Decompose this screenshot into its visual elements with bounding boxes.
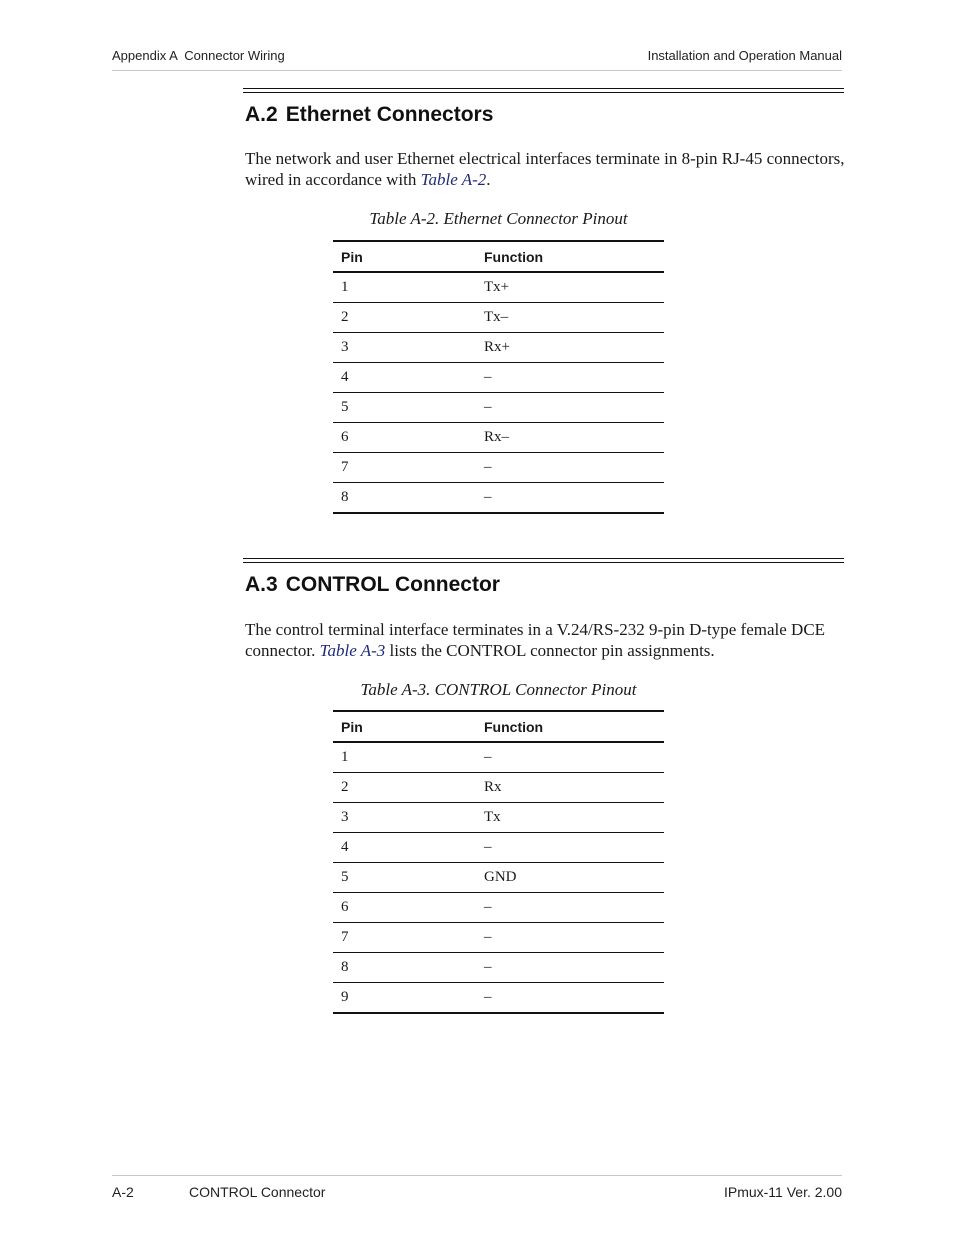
paragraph-text: The network and user Ethernet electrical interfaces terminate in 8-pin RJ-45 connectors, wired in accordance with	[245, 149, 845, 189]
pin-cell: 5	[333, 863, 476, 893]
function-cell: –	[476, 742, 664, 773]
function-cell: –	[476, 453, 664, 483]
pin-cell: 2	[333, 303, 476, 333]
section-a2-paragraph	[245, 148, 845, 190]
control-pinout-table	[333, 710, 664, 1014]
table-a2-link[interactable]: Table A-2	[420, 170, 487, 189]
header-chapter: Appendix A Connector Wiring	[112, 48, 285, 63]
table-row	[333, 483, 664, 514]
table-row	[333, 742, 664, 773]
table-row	[333, 983, 664, 1014]
pin-cell: 3	[333, 333, 476, 363]
table-header-row	[333, 711, 664, 742]
table-row	[333, 333, 664, 363]
function-cell: GND	[476, 863, 664, 893]
column-header-pin: Pin	[333, 241, 476, 272]
column-header-function: Function	[476, 711, 664, 742]
section-a3-paragraph	[245, 619, 845, 661]
pin-cell: 3	[333, 803, 476, 833]
table-row	[333, 453, 664, 483]
pin-cell: 7	[333, 453, 476, 483]
pin-cell: 5	[333, 393, 476, 423]
function-cell: Tx	[476, 803, 664, 833]
page-number: A-2	[112, 1184, 134, 1200]
pin-cell: 9	[341, 989, 349, 1005]
function-cell: –	[476, 363, 664, 393]
paragraph-text: lists the CONTROL connector pin assignments.	[385, 641, 715, 660]
pin-cell: 4	[333, 363, 476, 393]
pin-cell: 1	[333, 272, 476, 303]
paragraph-text: The control terminal interface terminates in a V.24/RS-232 9-pin D-type female DCE connector.	[245, 620, 826, 660]
pin-cell: 8	[333, 953, 476, 983]
function-cell: –	[476, 893, 664, 923]
function-cell: Rx	[476, 773, 664, 803]
ethernet-pinout-table	[333, 240, 664, 514]
footer-product-version: IPmux-11 Ver. 2.00	[723, 1184, 842, 1200]
table-row	[333, 833, 664, 863]
pin-cell: 6	[333, 893, 476, 923]
function-cell: –	[484, 489, 492, 505]
function-cell: –	[484, 989, 492, 1005]
function-cell: Rx–	[476, 423, 664, 453]
function-cell: –	[476, 393, 664, 423]
column-header-function: Function	[476, 241, 664, 272]
paragraph-text: .	[486, 170, 491, 189]
table-row	[333, 863, 664, 893]
table-row	[333, 803, 664, 833]
table-header-row	[333, 241, 664, 272]
function-cell: –	[476, 833, 664, 863]
pin-cell: 2	[333, 773, 476, 803]
table-row	[333, 423, 664, 453]
table-row	[333, 272, 664, 303]
function-cell: Rx+	[476, 333, 664, 363]
table-row	[333, 363, 664, 393]
table-a3-caption: Table A-3. CONTROL Connector Pinout	[360, 680, 637, 699]
function-cell: –	[476, 953, 664, 983]
header-manual-title: Installation and Operation Manual	[647, 48, 842, 63]
table-a2-caption: Table A-2. Ethernet Connector Pinout	[369, 209, 628, 228]
function-cell: Tx–	[476, 303, 664, 333]
section-divider-a3	[243, 558, 844, 563]
pin-cell: 1	[333, 742, 476, 773]
table-a3-link[interactable]: Table A-3	[319, 641, 386, 660]
pin-cell: 8	[341, 489, 349, 505]
running-header	[112, 48, 842, 71]
table-row	[333, 893, 664, 923]
section-number: A.3	[245, 573, 278, 596]
table-row	[333, 953, 664, 983]
table-row	[333, 773, 664, 803]
table-row	[333, 923, 664, 953]
section-heading-a2	[245, 103, 493, 127]
table-row	[333, 303, 664, 333]
section-number: A.2	[245, 103, 278, 126]
pin-cell: 7	[333, 923, 476, 953]
section-heading-a3	[245, 573, 500, 597]
function-cell: Tx+	[476, 272, 664, 303]
section-divider-a2	[243, 88, 844, 93]
column-header-pin: Pin	[333, 711, 476, 742]
footer-section-name: CONTROL Connector	[189, 1184, 326, 1200]
function-cell: –	[476, 923, 664, 953]
table-row	[333, 393, 664, 423]
section-title: CONTROL Connector	[285, 573, 500, 596]
section-title: Ethernet Connectors	[285, 103, 494, 126]
running-footer	[112, 1175, 842, 1204]
pin-cell: 6	[333, 423, 476, 453]
pin-cell: 4	[333, 833, 476, 863]
